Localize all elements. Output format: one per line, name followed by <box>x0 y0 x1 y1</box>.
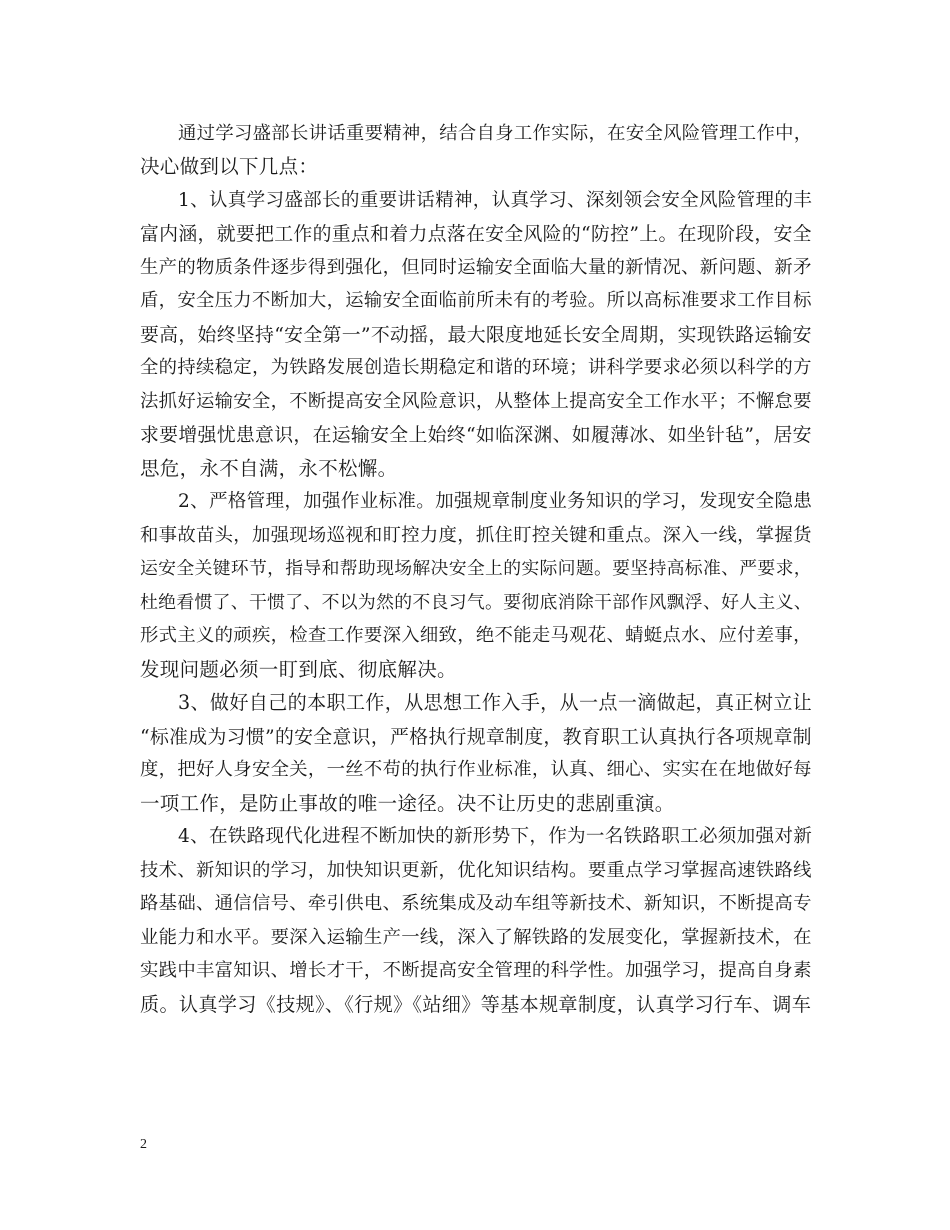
paragraph-line: 全的持续稳定，为铁路发展创造长期稳定和谐的环境；讲科学要求必须以科学的方 <box>140 357 812 378</box>
paragraph-line: 富内涵，就要把工作的重点和着力点落在安全风险的“防控”上。在现阶段，安全 <box>140 223 812 245</box>
paragraph-line: 发现问题必须一盯到底、彻底解决。 <box>140 658 457 681</box>
paragraph-line: 生产的物质条件逐步得到强化，但同时运输安全面临大量的新情况、新问题、新矛 <box>140 257 812 278</box>
paragraph-line: 法抓好运输安全，不断提高安全风险意识，从整体上提高安全工作水平；不懈怠要 <box>140 391 812 412</box>
paragraph-line: 度，把好人身安全关，一丝不苟的执行作业标准，认真、细心、实实在在地做好每 <box>140 759 812 780</box>
paragraph-line: 和事故苗头，加强现场巡视和盯控力度，抓住盯控关键和重点。深入一线，掌握货 <box>140 525 812 546</box>
paragraph-line: 实践中丰富知识、增长才干，不断提高安全管理的科学性。加强学习，提高自身素 <box>140 960 812 981</box>
paragraph-line: 3、做好自己的本职工作，从思想工作入手，从一点一滴做起，真正树立让 <box>178 691 813 714</box>
page-number: 2 <box>140 1137 147 1152</box>
paragraph-line: 求要增强忧患意识，在运输安全上始终“如临深渊、如履薄冰、如坐针毡”，居安 <box>140 424 812 446</box>
paragraph-line: 要高，始终坚持“安全第一”不动摇，最大限度地延长安全周期，实现铁路运输安 <box>140 324 812 346</box>
paragraph-line: 盾，安全压力不断加大，运输安全面临前所未有的考验。所以高标准要求工作目标 <box>140 290 812 311</box>
paragraph-line: 通过学习盛部长讲话重要精神，结合自身工作实际，在安全风险管理工作中， <box>178 123 813 144</box>
paragraph-line: 决心做到以下几点： <box>140 155 319 178</box>
paragraph-line: 杜绝看惯了、干惯了、不以为然的不良习气。要彻底消除干部作风飘浮、好人主义、 <box>140 592 812 613</box>
paragraph-line: 一项工作，是防止事故的唯一途径。决不让历史的悲剧重演。 <box>140 792 675 815</box>
paragraph-line: 1、认真学习盛部长的重要讲话精神，认真学习、深刻领会安全风险管理的丰 <box>178 190 813 211</box>
paragraph-line: 4、在铁路现代化进程不断加快的新形势下，作为一名铁路职工必须加强对新 <box>178 826 813 847</box>
paragraph-line: 路基础、通信信号、牵引供电、系统集成及动车组等新技术、新知识，不断提高专 <box>140 893 812 914</box>
paragraph-line: “标准成为习惯”的安全意识，严格执行规章制度，教育职工认真执行各项规章制 <box>140 726 812 748</box>
paragraph-line: 技术、新知识的学习，加快知识更新，优化知识结构。要重点学习掌握高速铁路线 <box>140 860 812 881</box>
paragraph-line: 质。认真学习《技规》、《行规》《站细》等基本规章制度，认真学习行车、调车 <box>140 993 812 1016</box>
paragraph-line: 形式主义的顽疾，检查工作要深入细致，绝不能走马观花、蜻蜓点水、应付差事， <box>140 625 812 646</box>
paragraph-line: 2、严格管理，加强作业标准。加强规章制度业务知识的学习，发现安全隐患 <box>178 491 813 512</box>
paragraph-line: 业能力和水平。要深入运输生产一线，深入了解铁路的发展变化，掌握新技术，在 <box>140 927 812 948</box>
paragraph-line: 思危，永不自满，永不松懈。 <box>140 457 398 480</box>
paragraph-line: 运安全关键环节，指导和帮助现场解决安全上的实际问题。要坚持高标准、严要求， <box>140 558 812 579</box>
